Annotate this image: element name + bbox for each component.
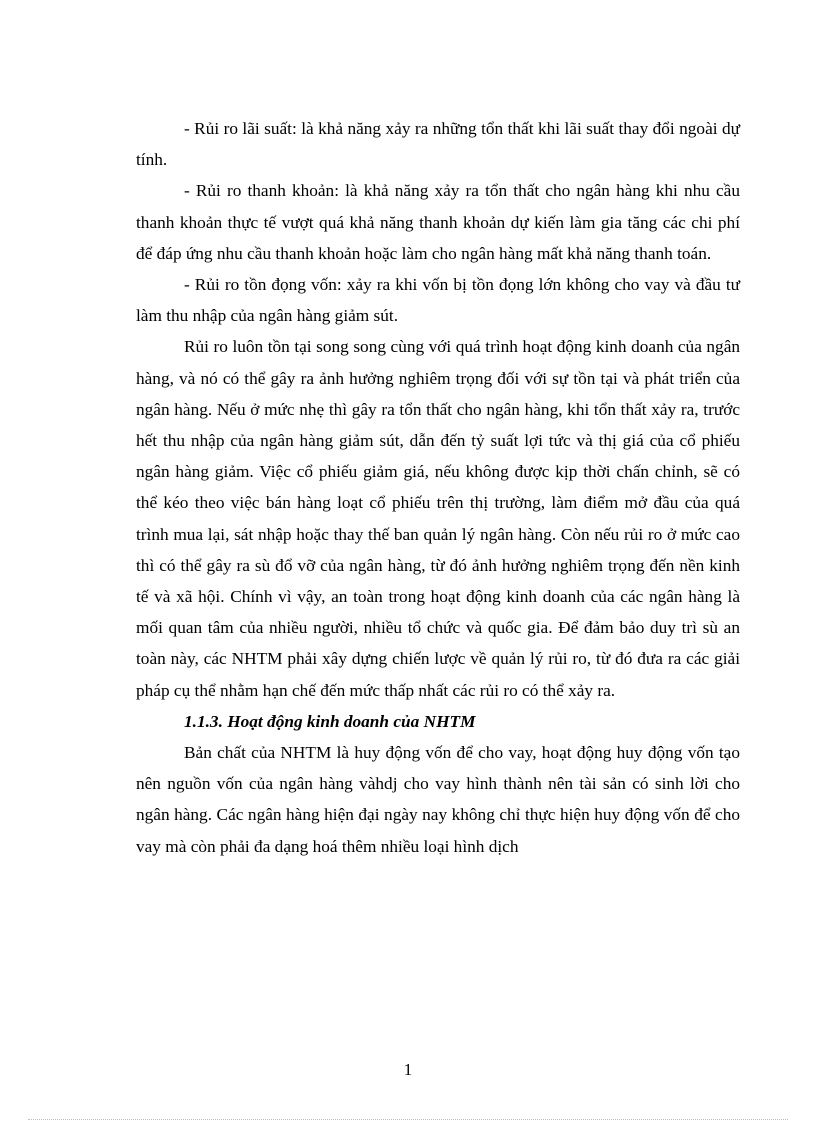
paragraph-business-activities: Bản chất của NHTM là huy động vốn để cho vay, hoạt động huy động vốn tạo nên nguồn vốn của ngân hàng vàhdj cho vay hình thành nên tài sản có sinh lời cho ngân hàng. Các ngân hàng hiện đại ngày nay không chỉ thực hiện huy động vốn để cho vay mà còn phải đa dạng hoá thêm nhiều loại hình dịch (136, 743, 740, 856)
paragraph-risk-overview: Rủi ro luôn tồn tại song song cùng với quá trình hoạt động kinh doanh của ngân hàng, và nó có thể gây ra ảnh hưởng nghiêm trọng đối với sự tồn tại và phát triển của ngân hàng. Nếu ở mức nhẹ thì gây ra tổn thất cho ngân hàng, khi tổn thất xảy ra, trước hết thu nhập của ngân hàng giảm sút, dẫn đến tỷ suất lợi tức và thị giá của cổ phiếu ngân hàng giảm. Việc cổ phiếu giảm giá, nếu không được kịp thời chấn chỉnh, sẽ có thể kéo theo việc bán hàng loạt cổ phiếu trên thị trường, làm điểm mở đầu của quá trình mua lại, sát nhập hoặc thay thế ban quản lý ngân hàng. Còn nếu rủi ro ở mức cao thì có thể gây ra sù đổ vỡ của ngân hàng, từ đó ảnh hưởng nghiêm trọng đến nền kinh tế và xã hội. Chính vì vậy, an toàn trong hoạt động kinh doanh của các ngân hàng là mối quan tâm của nhiều người, nhiều tổ chức và quốc gia. Để đảm bảo duy trì sù an toàn này, các NHTM phải xây dựng chiến lược về quản lý rủi ro, từ đó đưa ra các giải pháp cụ thể nhằm hạn chế đến mức thấp nhất các rủi ro có thể xảy ra. (136, 337, 740, 700)
document-body (136, 113, 740, 862)
paragraph-interest-rate-risk: - Rủi ro lãi suất: là khả năng xảy ra những tổn thất khi lãi suất thay đổi ngoài dự tính. (136, 119, 740, 170)
paragraph-capital-stagnation-risk: - Rủi ro tồn đọng vốn: xảy ra khi vốn bị tồn đọng lớn không cho vay và đầu tư làm thu nhập của ngân hàng giảm sút. (136, 275, 740, 326)
page-number: 1 (403, 1060, 413, 1079)
section-heading: 1.1.3. Hoạt động kinh doanh của NHTM (184, 711, 476, 731)
page-bottom-divider (28, 1119, 788, 1120)
paragraph-liquidity-risk: - Rủi ro thanh khoản: là khả năng xảy ra tổn thất cho ngân hàng khi nhu cầu thanh khoản thực tế vượt quá khả năng thanh khoản dự kiến làm gia tăng các chi phí để đáp ứng nhu cầu thanh khoản hoặc làm cho ngân hàng mất khả năng thanh toán. (136, 181, 740, 263)
